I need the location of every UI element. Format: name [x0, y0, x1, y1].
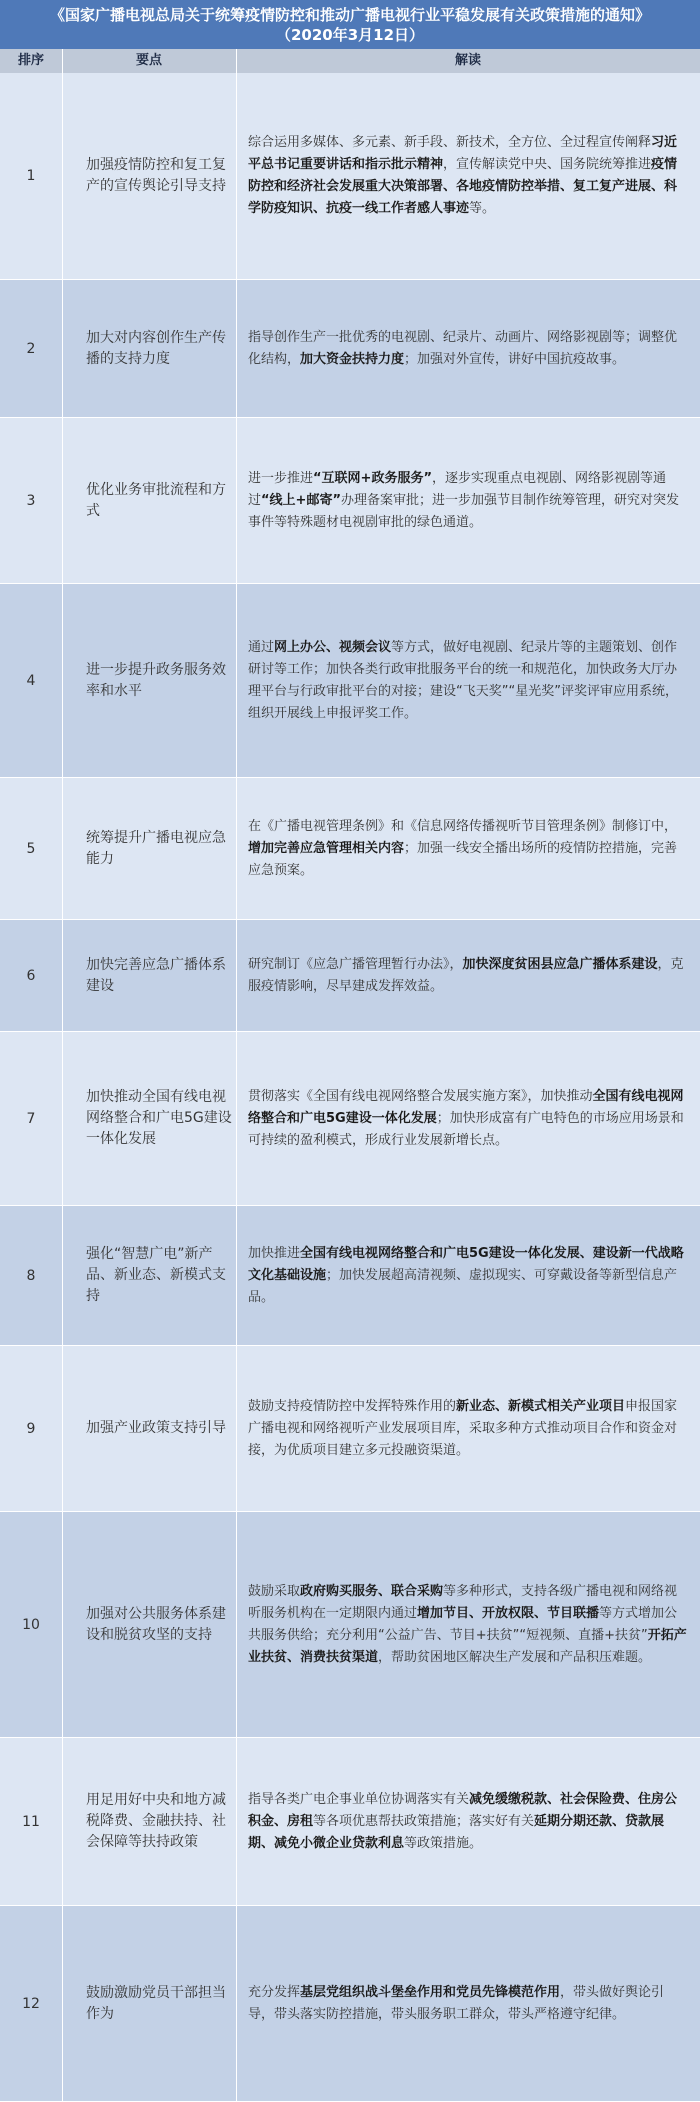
- emphasis-text: 增加完善应急管理相关内容: [248, 840, 405, 856]
- emphasis-text: 加大资金扶持力度: [300, 351, 405, 367]
- header-point: 要点: [135, 53, 162, 68]
- emphasis-text: 基层党组织战斗堡垒作用和党员先锋模范作用: [300, 1984, 561, 2000]
- body-text: 等。: [469, 201, 496, 216]
- body-text: 在《广播电视管理条例》和《信息网络传播视听节目管理条例》制修订中，: [248, 818, 678, 834]
- header-desc: 解读: [454, 53, 481, 68]
- row-key-point: 加强产业政策支持引导: [86, 1420, 226, 1436]
- emphasis-text: “线上+邮寄”: [261, 492, 341, 508]
- table-row: [0, 1206, 700, 1346]
- row-interpretation: [248, 920, 688, 1031]
- body-text: 申报国家广播电视和网络视听产业发展项目库，采取多种方式推动项目合作和资金对接，为优质项目建立多元投融资渠道。: [248, 1398, 678, 1458]
- body-text: 研究制订《应急广播管理暂行办法》，: [248, 956, 463, 972]
- body-text: ，克服疫情影响，尽早建成发挥效益。: [248, 956, 684, 994]
- body-text: 指导创作生产一批优秀的电视剧、纪录片、动画片、网络影视剧等；调整优化结构，: [248, 329, 678, 367]
- table-header: [0, 49, 700, 73]
- title-banner: [0, 0, 700, 49]
- emphasis-text: 新业态、新模式相关产业项目: [456, 1398, 626, 1414]
- row-number: 12: [22, 1995, 40, 2012]
- emphasis-text: 加快深度贫困县应急广播体系建设: [462, 956, 658, 972]
- row-key-point: 加强对公共服务体系建设和脱贫攻坚的支持: [86, 1605, 226, 1643]
- table-row: [0, 1512, 700, 1738]
- row-interpretation: [248, 1512, 688, 1737]
- body-text: 等方式，做好电视剧、纪录片等的主题策划、创作研讨等工作；加快各类行政审批服务平台的统一和规范化，加快政务大厅办理平台与行政审批平台的对接；建设“飞天奖”“星光奖”评奖评审应用系统，组织开展线上申报评奖工作。: [248, 639, 678, 721]
- row-number: 8: [26, 1267, 36, 1284]
- row-number: 6: [26, 967, 36, 984]
- body-text: ；加快形成富有广电特色的市场应用场景和可持续的盈利模式，形成行业发展新增长点。: [248, 1110, 684, 1148]
- body-text: 综合运用多媒体、多元素、新手段、新技术，全方位、全过程宣传阐释: [248, 135, 652, 150]
- emphasis-text: 延期分期还款、贷款展期、减免小微企业贷款利息: [248, 1813, 665, 1851]
- row-interpretation: [248, 1206, 688, 1345]
- row-interpretation: [248, 1738, 688, 1905]
- body-text: ；加快发展超高清视频、虚拟现实、可穿戴设备等新型信息产品。: [248, 1267, 678, 1305]
- body-text: 等政策措施。: [404, 1835, 483, 1851]
- emphasis-text: 全国有线电视网络整合和广电5G建设一体化发展: [248, 1088, 684, 1126]
- emphasis-text: 政府购买服务、联合采购: [300, 1583, 444, 1599]
- column-divider: [236, 49, 237, 2102]
- table-row: [0, 73, 700, 280]
- body-text: 办理备案审批；进一步加强节目制作统筹管理，研究对突发事件等特殊题材电视剧审批的绿色通道。: [248, 492, 680, 530]
- row-number: 9: [26, 1420, 36, 1437]
- body-text: 充分发挥: [248, 1984, 301, 2000]
- row-interpretation: [248, 280, 688, 417]
- row-key-point: 优化业务审批流程和方式: [86, 481, 226, 519]
- table-row: [0, 1906, 700, 2102]
- row-key-point: 加快推动全国有线电视网络整合和广电5G建设一体化发展: [86, 1089, 232, 1147]
- row-number: 3: [26, 492, 36, 509]
- column-divider: [62, 49, 63, 2102]
- emphasis-text: 减免缓缴税款、社会保险费、住房公积金、房租: [248, 1791, 678, 1829]
- row-interpretation: [248, 1906, 688, 2101]
- table-row: [0, 1738, 700, 1906]
- row-interpretation: [248, 778, 688, 919]
- row-key-point: 加强疫情防控和复工复产的宣传舆论引导支持: [86, 157, 226, 194]
- table-row: [0, 920, 700, 1032]
- row-number: 1: [26, 168, 36, 184]
- row-key-point: 加快完善应急广播体系建设: [86, 956, 226, 994]
- body-text: ；加强一线安全播出场所的疫情防控措施，完善应急预案。: [248, 840, 678, 878]
- emphasis-text: 开拓产业扶贫、消费扶贫渠道: [248, 1627, 687, 1665]
- body-text: ，逐步实现重点电视剧、网络影视剧等通过: [248, 470, 667, 508]
- body-text: 加快推进: [248, 1245, 301, 1261]
- emphasis-text: 增加节目、开放权限、节目联播: [417, 1605, 600, 1621]
- row-number: 2: [26, 340, 36, 357]
- row-number: 7: [26, 1110, 36, 1127]
- document-title: 《国家广播电视总局关于统筹疫情防控和推动广播电视行业平稳发展有关政策措施的通知》: [49, 6, 650, 24]
- row-key-point: 统筹提升广播电视应急能力: [86, 829, 226, 867]
- table-row: [0, 418, 700, 584]
- body-text: 等多种形式，支持各级广播电视和网络视听服务机构在一定期限内通过: [248, 1583, 678, 1621]
- body-text: 贯彻落实《全国有线电视网络整合发展实施方案》，加快推动: [248, 1088, 593, 1104]
- emphasis-text: “互联网+政务服务”: [313, 470, 432, 486]
- emphasis-text: 疫情防控和经济社会发展重大决策部署、各地疫情防控举措、复工复产进展、科学防疫知识、抗疫一线工作者感人事迹: [248, 157, 678, 216]
- row-key-point: 用足用好中央和地方减税降费、金融扶持、社会保障等扶持政策: [86, 1792, 226, 1850]
- table-row: [0, 584, 700, 778]
- body-text: ；加强对外宣传，讲好中国抗疫故事。: [404, 351, 626, 367]
- body-text: 进一步推进: [248, 470, 314, 486]
- body-text: 鼓励支持疫情防控中发挥特殊作用的: [248, 1398, 457, 1414]
- row-key-point: 加大对内容创作生产传播的支持力度: [86, 329, 226, 367]
- body-text: 通过: [248, 639, 275, 655]
- table-row: [0, 778, 700, 920]
- body-text: ，帮助贫困地区解决生产发展和产品积压难题。: [378, 1649, 652, 1665]
- row-interpretation: [248, 1346, 688, 1511]
- row-interpretation: [248, 73, 688, 279]
- document-date: （2020年3月12日）: [275, 26, 425, 44]
- emphasis-text: 网上办公、视频会议: [274, 639, 392, 655]
- row-number: 10: [22, 1616, 40, 1633]
- body-text: ，宣传解读党中央、国务院统筹推进: [443, 157, 652, 172]
- body-text: ，带头做好舆论引导，带头落实防控措施，带头服务职工群众，带头严格遵守纪律。: [248, 1984, 665, 2022]
- table-row: [0, 1032, 700, 1206]
- body-text: 等方式增加公共服务供给；充分利用“公益广告、节目+扶贫”“短视频、直播+扶贫”: [248, 1605, 678, 1643]
- table-row: [0, 280, 700, 418]
- body-text: 指导各类广电企事业单位协调落实有关: [248, 1791, 470, 1807]
- row-key-point: 进一步提升政务服务效率和水平: [86, 661, 226, 699]
- row-number: 5: [26, 840, 36, 857]
- row-number: 11: [22, 1813, 40, 1830]
- emphasis-text: 习近平总书记重要讲话和指示批示精神: [248, 135, 678, 172]
- emphasis-text: 全国有线电视网络整合和广电5G建设一体化发展、建设新一代战略文化基础设施: [248, 1245, 684, 1283]
- row-interpretation: [248, 1032, 688, 1205]
- row-interpretation: [248, 584, 688, 777]
- row-key-point: 强化“智慧广电”新产品、新业态、新模式支持: [86, 1246, 226, 1304]
- table-row: [0, 1346, 700, 1512]
- body-text: 鼓励采取: [248, 1583, 301, 1599]
- body-text: 等各项优惠帮扶政策措施；落实好有关: [313, 1813, 535, 1829]
- row-interpretation: [248, 418, 688, 583]
- row-number: 4: [26, 672, 36, 689]
- header-num: 排序: [17, 53, 44, 68]
- row-key-point: 鼓励激励党员干部担当作为: [86, 1984, 226, 2022]
